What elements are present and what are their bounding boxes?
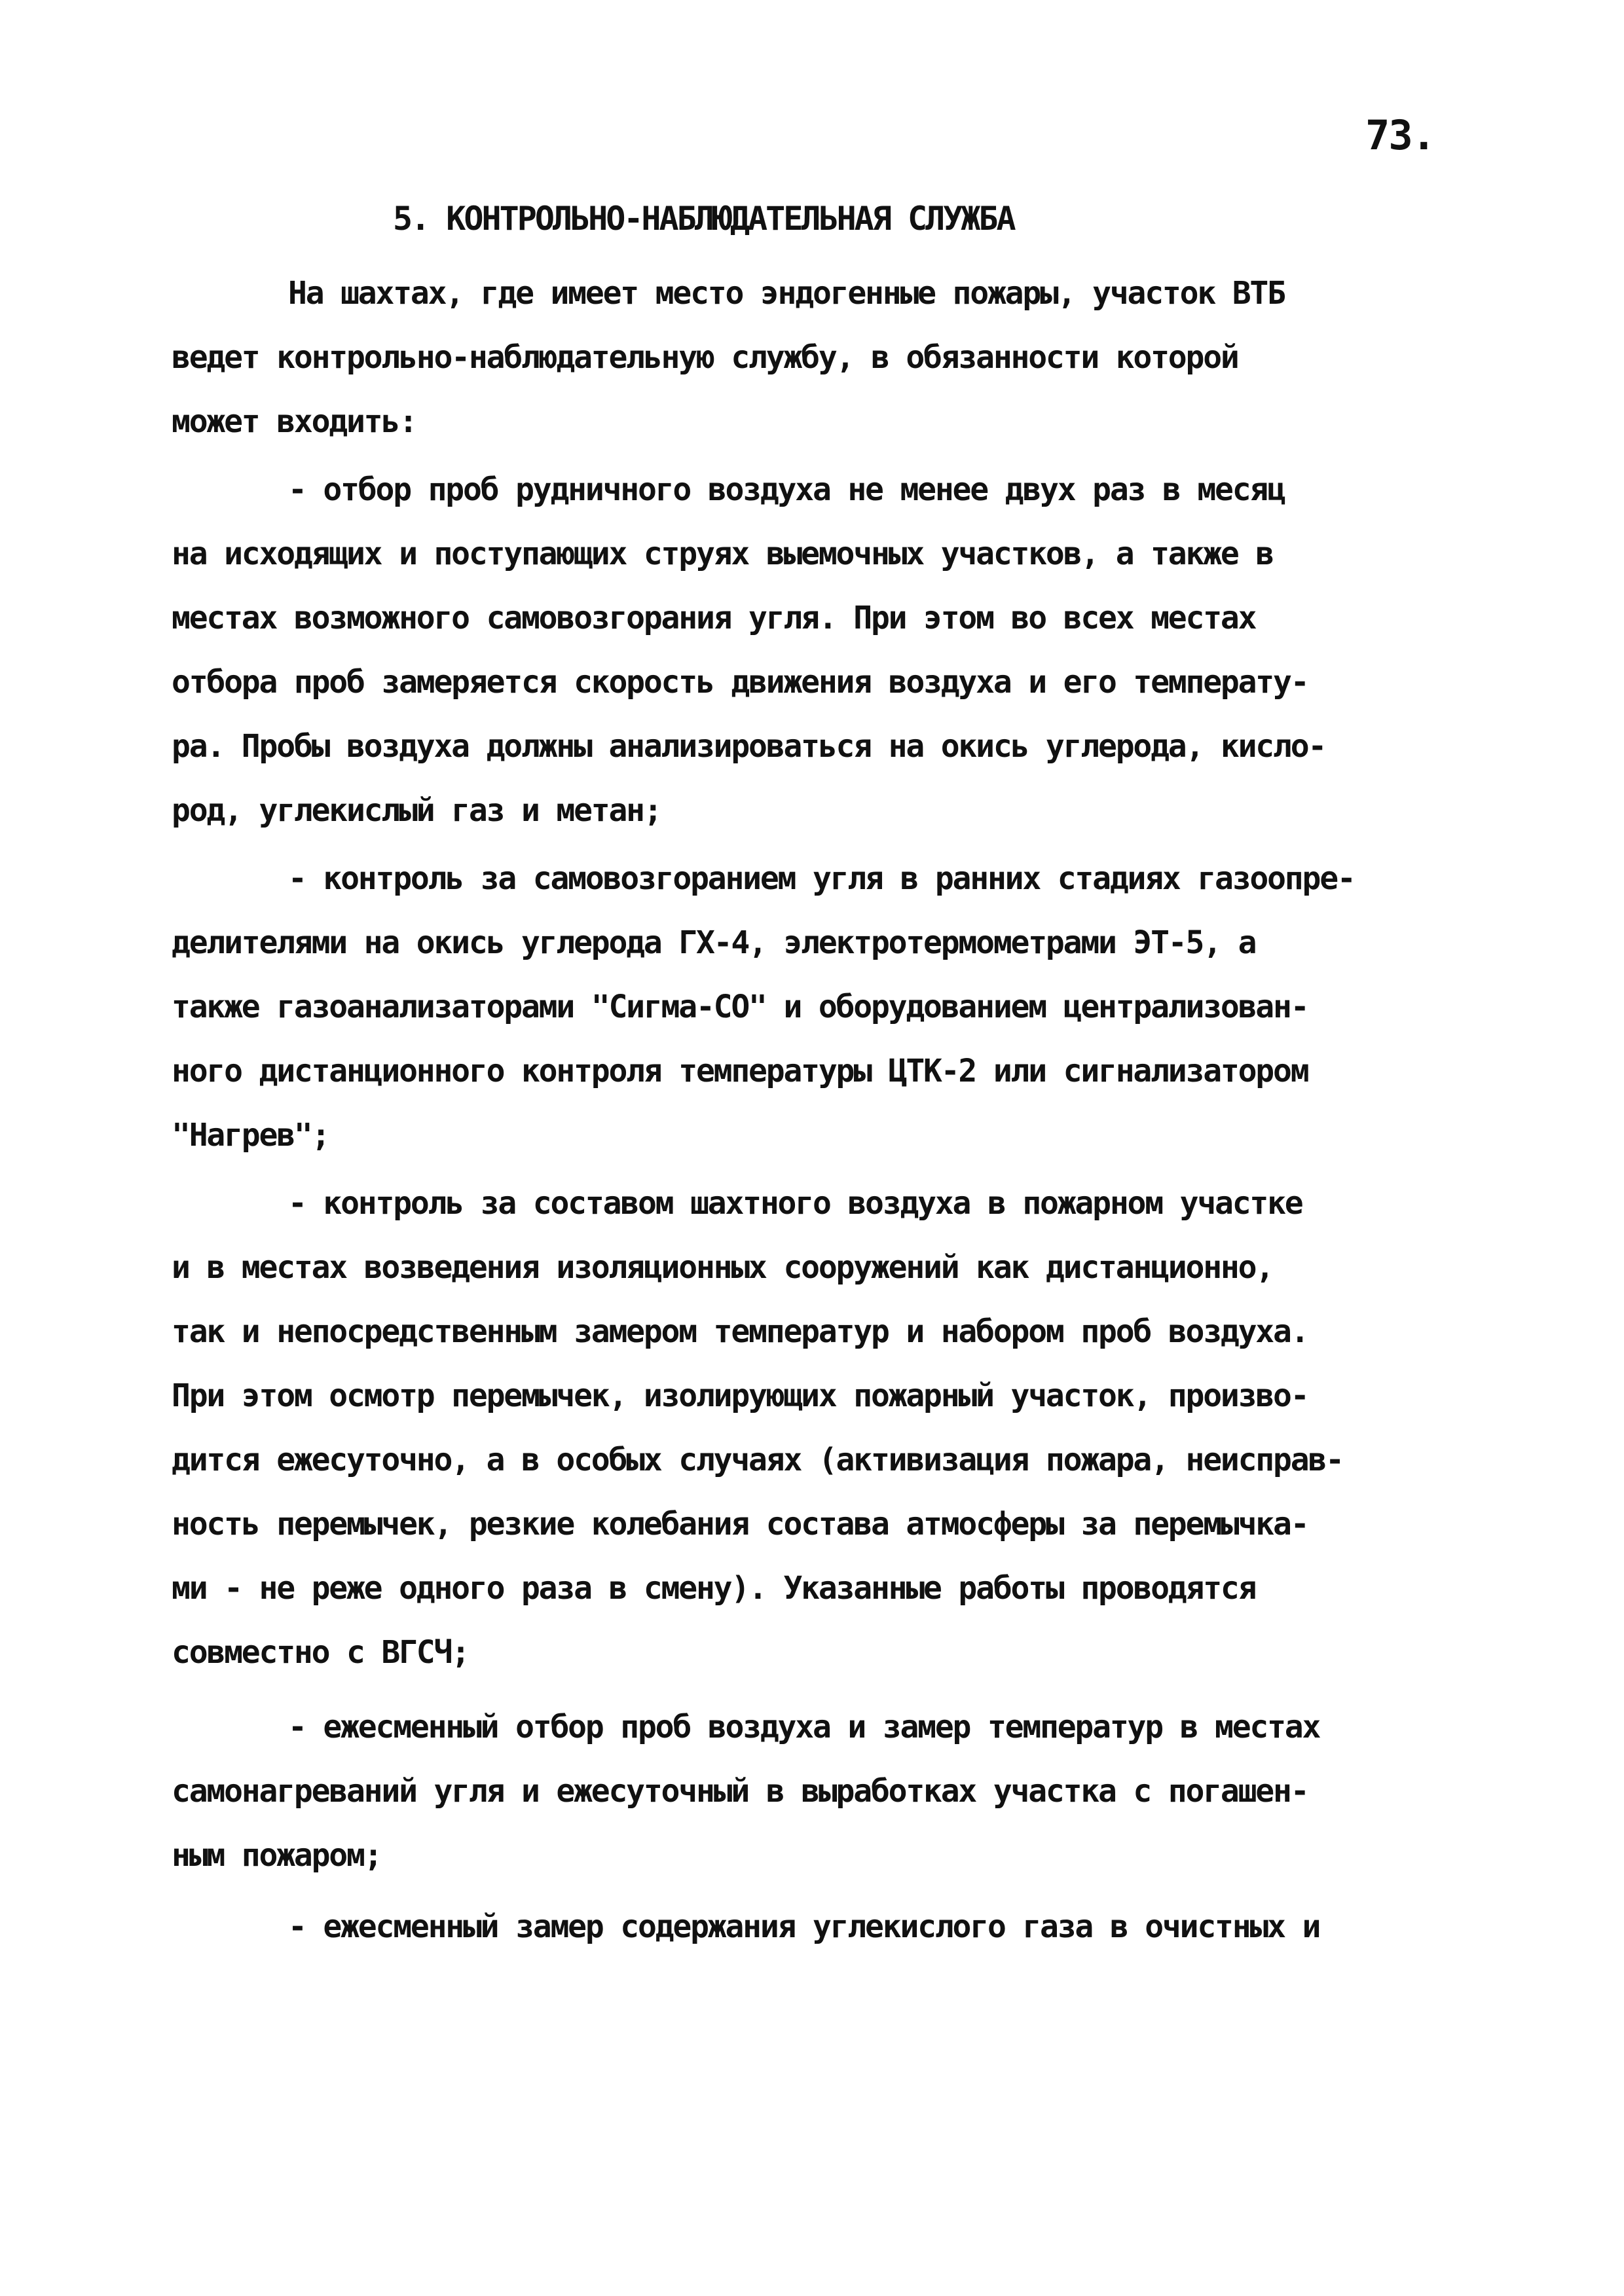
paragraph-line: - ежесменный замер содержания углекислого газа в очистных и — [288, 1908, 1320, 1945]
paragraph-line: может входить: — [172, 403, 416, 440]
paragraph-line: делителями на окись углерода ГХ-4, электротермометрами ЭТ-5, а — [172, 924, 1256, 961]
paragraph-line: При этом осмотр перемычек, изолирующих пожарный участок, произво- — [172, 1377, 1308, 1414]
paragraph-line: отбора проб замеряется скорость движения воздуха и его температу- — [172, 664, 1308, 701]
paragraph-line: - контроль за составом шахтного воздуха в пожарном участке — [288, 1185, 1302, 1222]
paragraph-line: - контроль за самовозгоранием угля в ранних стадиях газоопре- — [288, 860, 1355, 897]
paragraph-line: - отбор проб рудничного воздуха не менее двух раз в месяц — [288, 471, 1285, 508]
paragraph-line: самонагреваний угля и ежесуточный в выработках участка с погашен- — [172, 1773, 1308, 1810]
paragraph-line: ра. Пробы воздуха должны анализироваться на окись углерода, кисло- — [172, 728, 1326, 765]
paragraph-line: - ежесменный отбор проб воздуха и замер температур в местах — [288, 1709, 1320, 1745]
paragraph-line: "Нагрев"; — [172, 1117, 329, 1154]
page-number: 73. — [1365, 111, 1435, 159]
paragraph-line: местах возможного самовозгорания угля. При этом во всех местах — [172, 600, 1256, 636]
paragraph-line: род, углекислый газ и метан; — [172, 792, 661, 829]
paragraph-line: так и непосредственным замером температур и набором проб воздуха. — [172, 1313, 1308, 1350]
paragraph-line: ного дистанционного контроля температуры ЦТК-2 или сигнализатором — [172, 1053, 1308, 1089]
paragraph-line: На шахтах, где имеет место эндогенные пожары, участок ВТБ — [288, 275, 1285, 312]
paragraph-line: ведет контрольно-наблюдательную службу, в обязанности которой — [172, 339, 1238, 376]
paragraph-line: также газоанализаторами "Сигма-СО" и оборудованием централизован- — [172, 989, 1308, 1025]
paragraph-line: и в местах возведения изоляционных сооружений как дистанционно, — [172, 1249, 1274, 1286]
paragraph-line: ным пожаром; — [172, 1837, 382, 1874]
paragraph-line: ми - не реже одного раза в смену). Указанные работы проводятся — [172, 1570, 1256, 1607]
section-heading: 5. КОНТРОЛЬНО-НАБЛЮДАТЕЛЬНАЯ СЛУЖБА — [393, 200, 1014, 238]
paragraph-line: совместно с ВГСЧ; — [172, 1634, 469, 1671]
paragraph-line: дится ежесуточно, а в особых случаях (активизация пожара, неисправ- — [172, 1442, 1343, 1478]
paragraph-line: ность перемычек, резкие колебания состава атмосферы за перемычка- — [172, 1506, 1308, 1542]
paragraph-line: на исходящих и поступающих струях выемочных участков, а также в — [172, 536, 1274, 572]
